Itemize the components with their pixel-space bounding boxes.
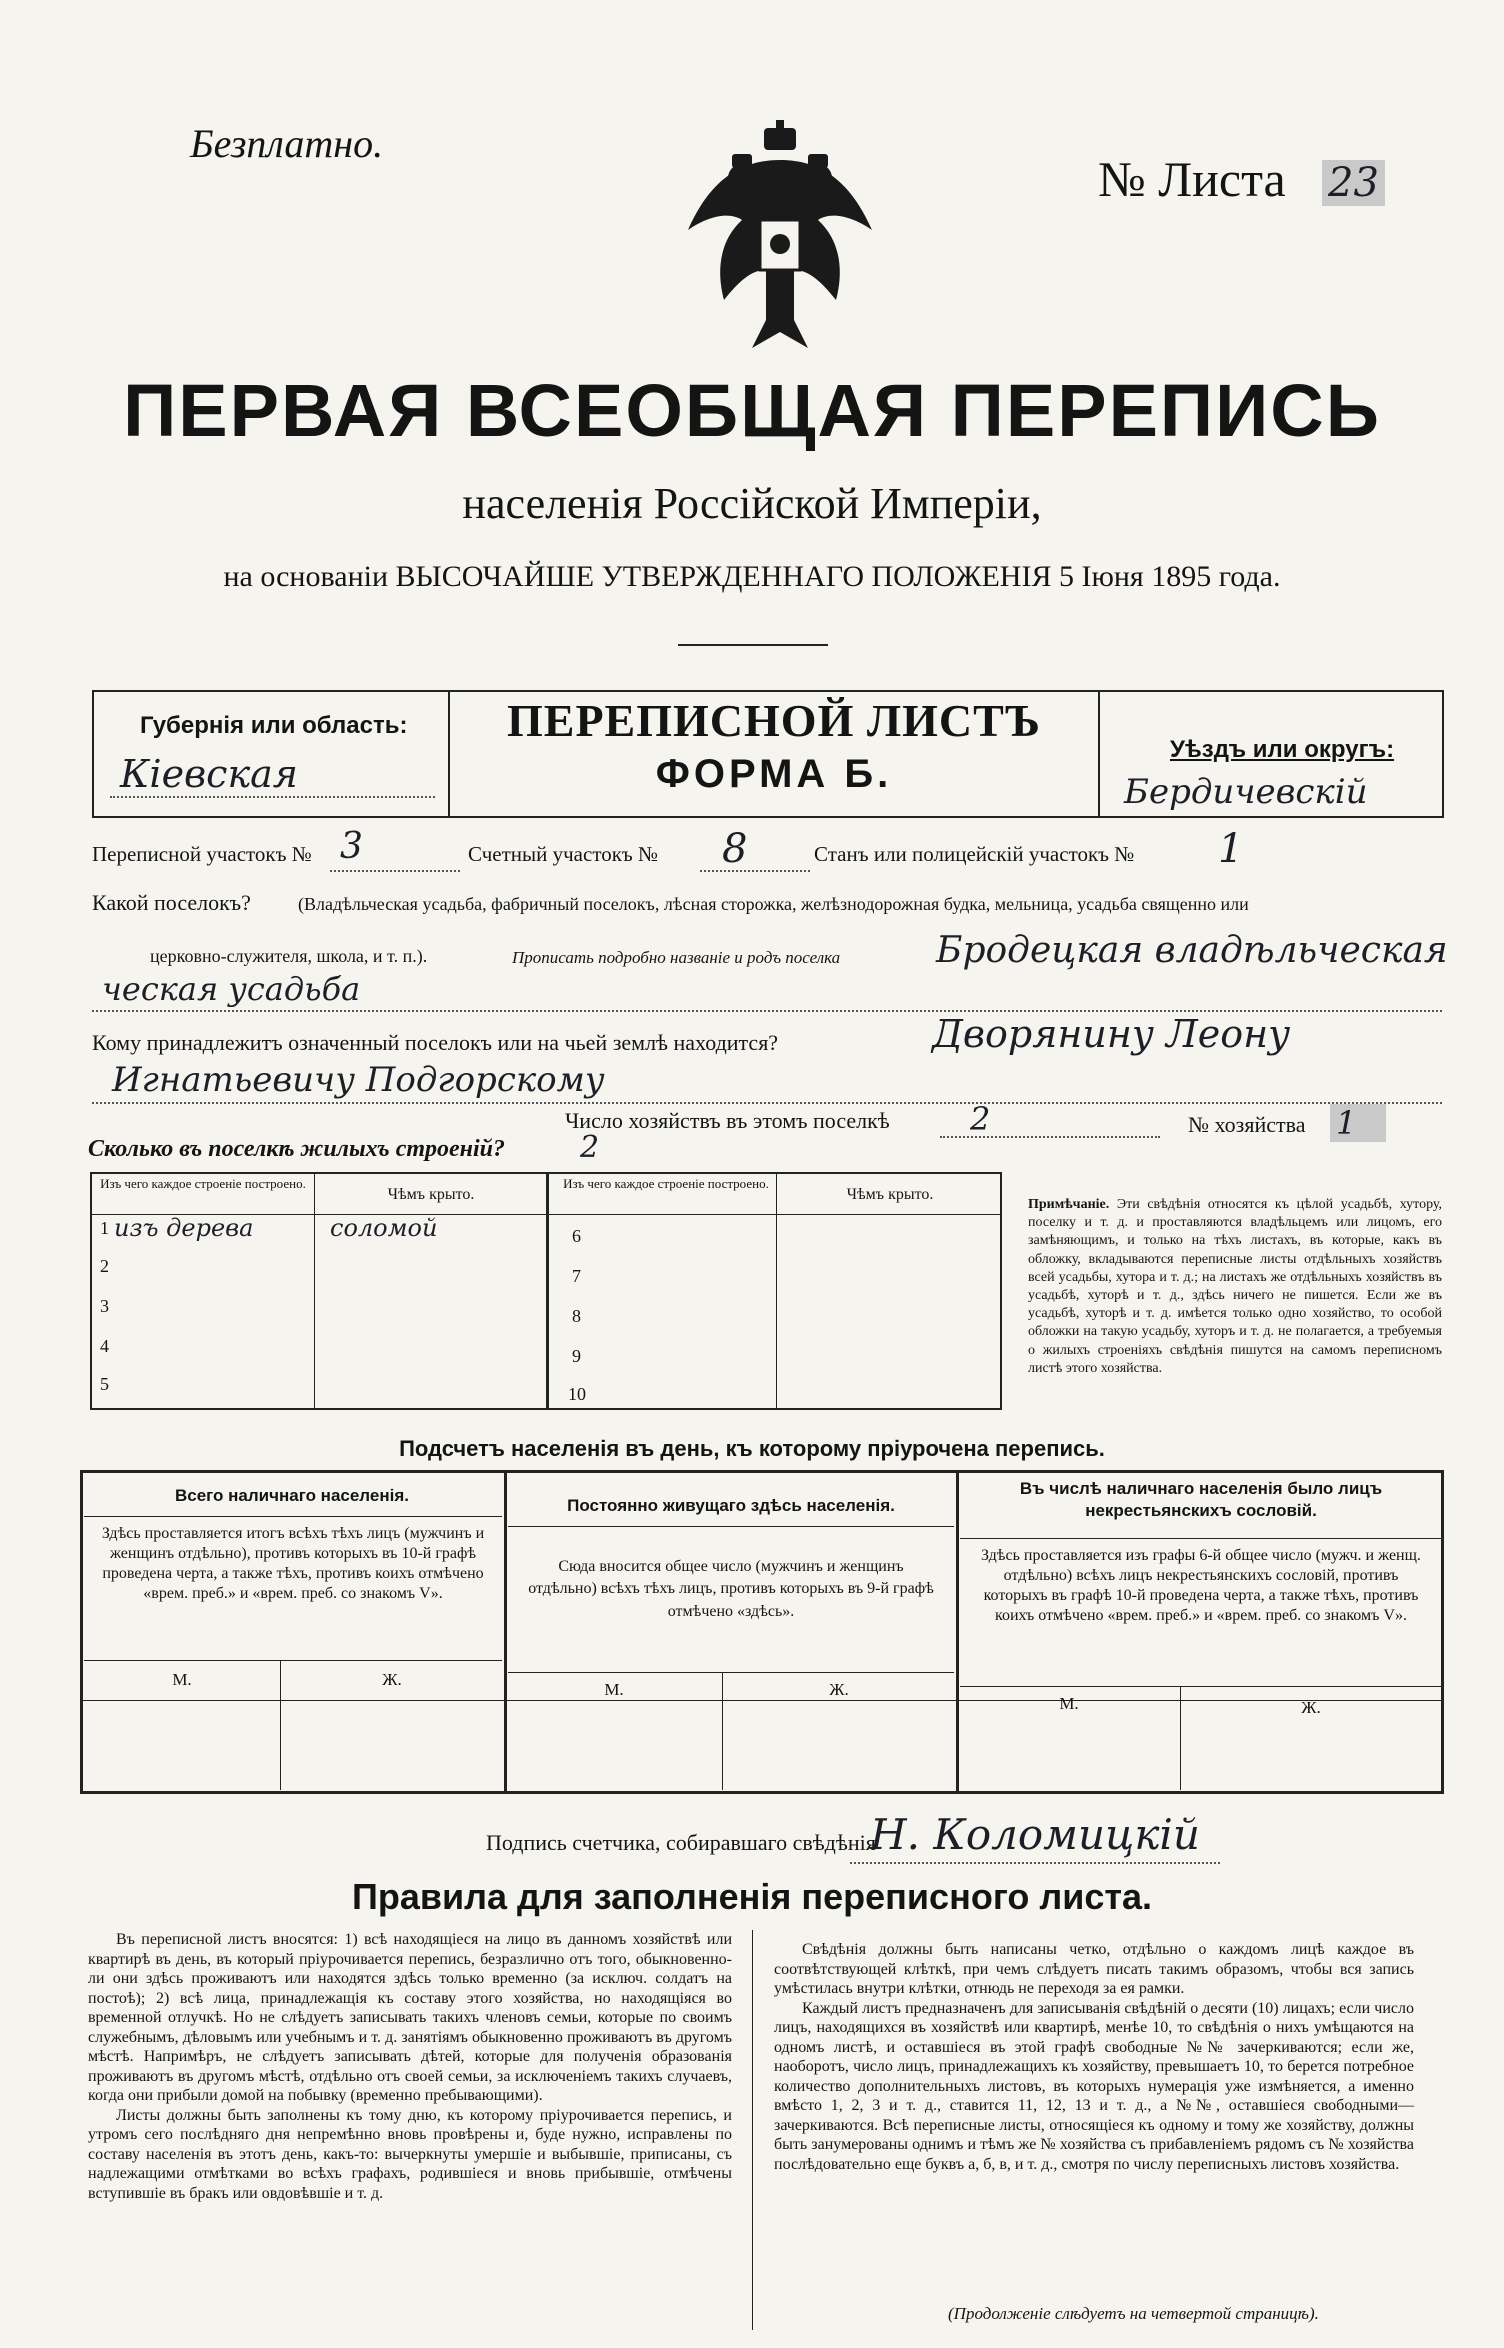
- note-title: Примѣчаніе.: [1028, 1197, 1110, 1212]
- census-basis: на основаніи ВЫСОЧАЙШЕ УТВЕРЖДЕННАГО ПОЛОЖЕНІЯ 5 Іюня 1895 года.: [223, 560, 1281, 593]
- population-col1-female: Ж.: [382, 1670, 402, 1689]
- rules-left-column: [88, 1930, 732, 2203]
- settlement-value-1: Бродецкая владѣльческая: [936, 930, 1448, 971]
- settlement-hint-1: (Владѣльческая усадьба, фабричный поселокъ, лѣсная сторожка, желѣзнодорожная будка, мельница, усадьба священно или: [298, 894, 1249, 914]
- buildings-label: Сколько въ поселкѣ жилыхъ строеній?: [88, 1136, 505, 1162]
- population-col1-title: Всего наличнаго населенія.: [175, 1486, 409, 1505]
- population-col3-text: Здѣсь проставляется изъ графы 6-й общее число (мужч. и женщ. отдѣльно) всѣхъ лицъ некрестьянскихъ сословій, противъ которыхъ въ графѣ 10-й проведена черта, а также тѣхъ, противъ коихъ отмѣчено «врем. преб.» и «врем. преб. со знакомъ V».: [981, 1547, 1421, 1624]
- household-number-value: 1: [1330, 1104, 1386, 1142]
- rules-right-paragraph-1: Свѣдѣнія должны быть написаны четко, отдѣльно о каждомъ лицѣ каждое въ соотвѣтствующей клѣткѣ, при чемъ слѣдуетъ писать такимъ образомъ, чтобы вся запись умѣстилась внутри клѣтки, отнюдь не переходя за ея рамки.: [774, 1941, 1414, 1998]
- census-area-label: Переписной участокъ №: [92, 842, 312, 866]
- population-title: Подсчетъ населенія въ день, къ которому пріурочена перепись.: [399, 1436, 1105, 1461]
- settlement-hint-2: церковно-служителя, школа, и т. п.).: [150, 946, 428, 966]
- households-value: 2: [970, 1100, 991, 1138]
- note-block: [1028, 1196, 1442, 1378]
- guberniya-label: Губернія или область:: [140, 712, 408, 739]
- count-area-label: Счетный участокъ №: [468, 842, 659, 866]
- uezd-value: Бердичевскій: [1124, 772, 1368, 812]
- rules-left-paragraph-2: Листы должны быть заполнены къ тому дню, къ которому пріурочивается перепись, и утромъ сего послѣдняго дня непремѣнно вновь провѣрены и, буде нужно, исправлены по составу населенія въ этотъ день, какъ-то: вычеркнуты умершіе и выбывшіе, приписаны, съ надлежащими отмѣтками во всѣхъ графахъ, родившіеся и вновь прибывшіе, отмѣчены вступившіе въ бракъ или овдовѣвшіе и т. д.: [88, 2106, 732, 2202]
- col-roof-right: Чѣмъ крыто.: [846, 1186, 934, 1203]
- row-material: изъ дерева: [114, 1214, 254, 1242]
- imperial-eagle-emblem: [680, 120, 880, 350]
- rules-left-paragraph-1: Въ переписной листъ вносятся: 1) всѣ находящіеся на лицо въ данномъ хозяйствѣ или квартирѣ въ день, въ который пріурочивается перепись, безразлично отъ того, обыкновенно-ли они здѣсь проживаютъ или находятся здѣсь только временно (за исключ. солдатъ на постоѣ); 2) всѣ лица, принадлежащія къ составу этого хозяйства, но находящіяся во временной отлучкѣ. Но не слѣдуетъ записывать такихъ членовъ семьи, которые по своимъ служебнымъ, дѣловымъ или учебнымъ и т. д. занятіямъ обыкновенно проживаютъ въ другомъ мѣстѣ. Напримѣръ, не слѣдуетъ записывать дѣтей, которые для полученія образованія проживаютъ въ другомъ мѣстѣ, отдѣльно отъ своей семьи, за исключеніемъ такихъ случаевъ, когда они прибыли домой на побывку (временно пребывающими).: [88, 1931, 732, 2105]
- row-number: 5: [100, 1374, 109, 1394]
- row-number: 7: [572, 1266, 581, 1286]
- col-material-right: Изъ чего каждое строеніе построено.: [563, 1176, 769, 1191]
- row-roof: соломой: [330, 1214, 438, 1242]
- region-box-bottom: [92, 816, 1444, 818]
- continued-note: (Продолженіе слѣдуетъ на четвертой страницѣ).: [948, 2304, 1319, 2323]
- sheet-number-label: № Листа: [1098, 151, 1286, 207]
- stan-value: 1: [1218, 826, 1244, 872]
- count-area-value: 8: [722, 826, 748, 872]
- form-title: ПЕРЕПИСНОЙ ЛИСТЪ: [506, 695, 1042, 746]
- owner-label: Кому принадлежитъ означенный поселокъ или на чьей землѣ находится?: [92, 1030, 779, 1055]
- owner-value-1: Дворянину Леону: [932, 1012, 1291, 1056]
- row-number: 8: [572, 1306, 581, 1326]
- row-number: 9: [572, 1346, 581, 1366]
- row-number: 3: [100, 1296, 109, 1316]
- guberniya-value: Кіевская: [120, 752, 298, 796]
- sheet-number-value: 23: [1322, 160, 1385, 206]
- row-number: 1: [100, 1218, 109, 1238]
- population-col3-female: Ж.: [1301, 1698, 1321, 1717]
- population-col1-text: Здѣсь проставляется итогъ всѣхъ тѣхъ лицъ (мужчинъ и женщинъ отдѣльно), противъ которыхъ въ 10-й графѣ проведена черта, а также тѣхъ, противъ коихъ отмѣчено «врем. преб.» и «врем. преб. со знакомъ V».: [101, 1525, 485, 1602]
- row-number: 6: [572, 1226, 581, 1246]
- population-col2-female: Ж.: [829, 1680, 849, 1699]
- row-number: 10: [568, 1384, 586, 1404]
- settlement-label: Какой поселокъ?: [92, 890, 251, 915]
- population-col1-male: М.: [172, 1670, 192, 1689]
- population-col2-title: Постоянно живущаго здѣсь населенія.: [567, 1496, 895, 1515]
- signature-value: Н. Коломицкій: [870, 1810, 1200, 1859]
- signature-label: Подпись счетчика, собиравшаго свѣдѣнія: [486, 1830, 876, 1855]
- col-material-left: Изъ чего каждое строеніе построено.: [100, 1176, 306, 1191]
- settlement-value-2: ческая усадьба: [102, 970, 361, 1008]
- row-number: 2: [100, 1256, 109, 1276]
- population-col3-title: Въ числѣ наличнаго населенія было лицъ некрестьянскихъ сословій.: [1019, 1479, 1383, 1521]
- owner-value-2: Игнатьевичу Подгорскому: [112, 1060, 605, 1100]
- row-number: 4: [100, 1336, 109, 1356]
- rules-right-column: [774, 1940, 1414, 2174]
- region-box-top: [92, 690, 1444, 692]
- rules-title: Правила для заполненія переписного листа.: [351, 1876, 1153, 1917]
- form-name: ФОРМА Б.: [655, 752, 893, 796]
- settlement-hint-3: Прописать подробно названіе и родъ поселка: [512, 948, 841, 967]
- population-col2-text: Сюда вносится общее число (мужчинъ и женщинъ отдѣльно) всѣхъ тѣхъ лицъ, противъ которыхъ въ 9-й графѣ отмѣчено «здѣсь».: [528, 1558, 934, 1620]
- col-roof-left: Чѣмъ крыто.: [387, 1186, 475, 1203]
- rules-right-paragraph-2: Каждый листъ предназначенъ для записыванія свѣдѣній о десяти (10) лицахъ; если число лицъ, находящихся въ хозяйствѣ или квартирѣ, менѣе 10, то свѣдѣнія о нихъ умѣщаются на одномъ листѣ, и оставшіеся въ этой графѣ свободные №№ зачеркиваются; если же, наоборотъ, число лицъ, принадлежащихъ къ хозяйству, превышаетъ 10, то берется потребное количество дополнительныхъ листовъ, въ которыхъ нумерація уже измѣняется, а именно вмѣсто 1, 2, 3 и т. д., ставится 11, 12, 13 и т. д., а №№, оставшіеся свободными—зачеркиваются. Всѣ переписные листы, относящіеся къ одному и тому же хозяйству, должны быть занумерованы однимъ и тѣмъ же № хозяйства съ прибавленіемъ рядомъ съ № хозяйства послѣдовательно еще буквъ а, б, в, и т. д., смотря по числу переписныхъ листовъ хозяйства.: [774, 1999, 1414, 2173]
- note-text: Эти свѣдѣнія относятся къ цѣлой усадьбѣ, хутору, поселку и т. д. и проставляются владѣльцемъ или лицомъ, его замѣняющимъ, и только на тѣхъ листахъ, въ которые, какъ въ обложку, вкладываются переписные листы отдѣльныхъ хозяйствъ всей усадьбы, хутора и т. д.; на листахъ же отдѣльныхъ хозяйствъ въ усадьбѣ, хуторѣ и т. д., здѣсь ничего не пишется. Если же въ усадьбѣ, хуторѣ и т. д. имѣется только одно хозяйство, то особой обложки на такую усадьбу, хуторъ и т. д. не полагается, а требуемыя о жилыхъ строеніяхъ свѣдѣнія пишутся на самомъ переписномъ листѣ этого хозяйства.: [1028, 1197, 1443, 1376]
- population-col2-male: М.: [604, 1680, 624, 1699]
- stan-label: Станъ или полицейскій участокъ №: [814, 842, 1135, 866]
- census-area-value: 3: [340, 826, 363, 867]
- household-number-label: № хозяйства: [1188, 1112, 1306, 1137]
- free-label: Безплатно.: [190, 121, 384, 166]
- buildings-value: 2: [580, 1130, 600, 1165]
- census-subtitle: населенія Россійской Имперіи,: [462, 479, 1042, 528]
- header-divider: [678, 644, 828, 646]
- uezd-label: Уѣздъ или округъ:: [1170, 736, 1395, 763]
- population-col3-male: М.: [1059, 1694, 1079, 1713]
- households-label: Число хозяйствъ въ этомъ поселкѣ: [565, 1108, 890, 1133]
- census-title: ПЕРВАЯ ВСЕОБЩАЯ ПЕРЕПИСЬ: [123, 369, 1381, 452]
